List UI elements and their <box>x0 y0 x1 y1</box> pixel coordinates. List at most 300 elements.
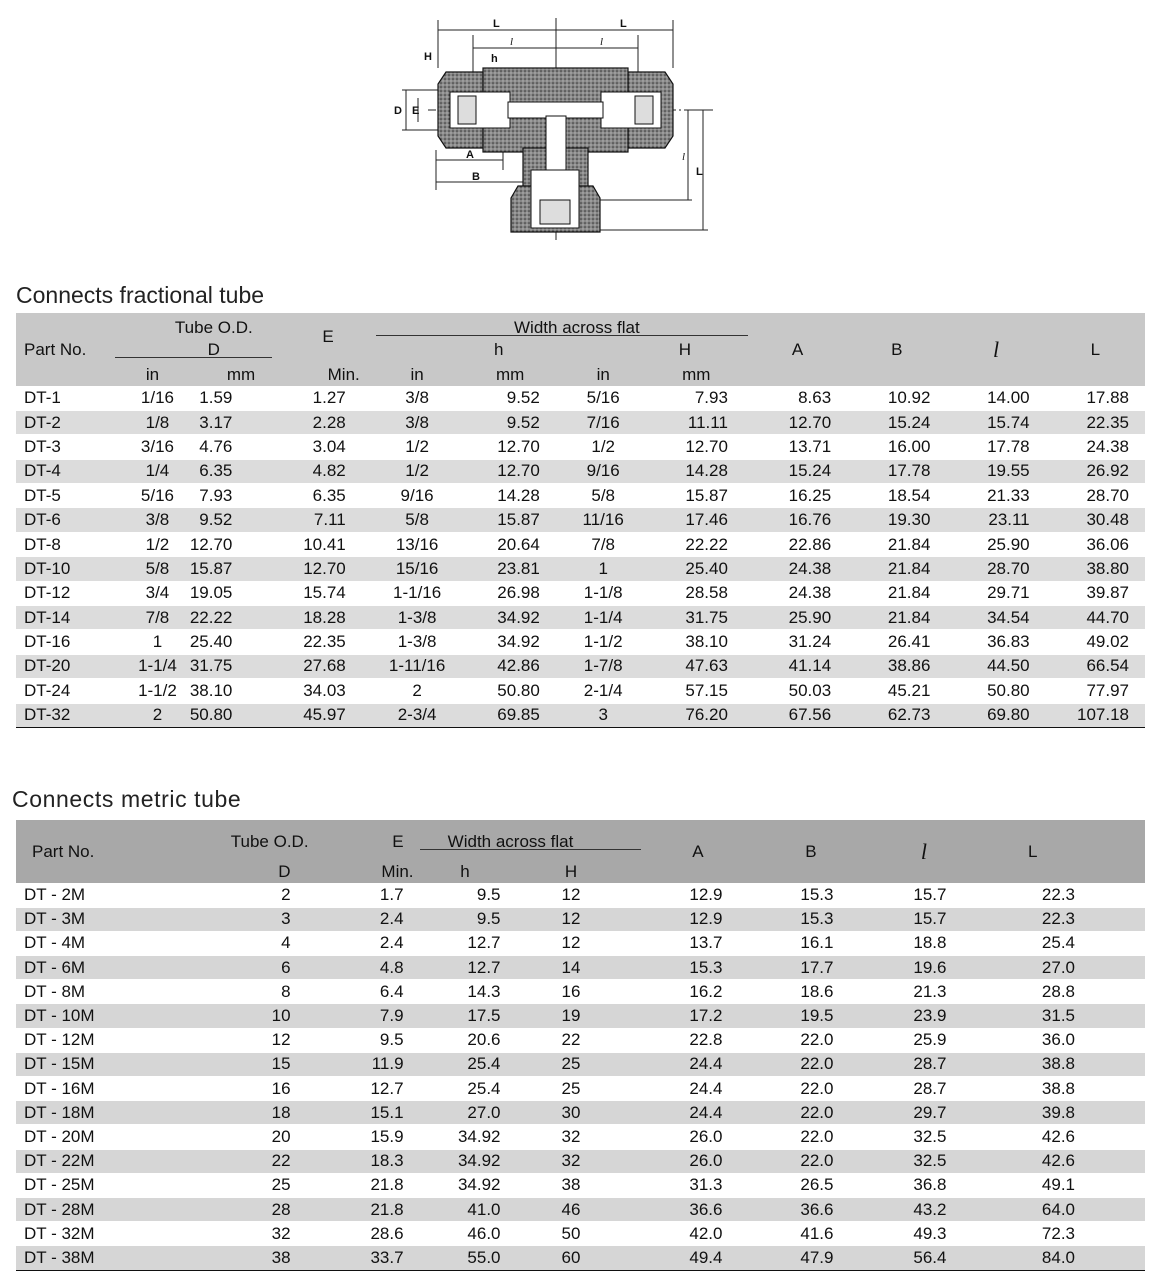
table-cell: 19.05 <box>190 581 273 605</box>
table-cell: 107.18 <box>1046 703 1145 727</box>
table-cell: 22.0 <box>754 1077 867 1101</box>
table-cell: DT-24 <box>16 679 115 703</box>
table-cell: 21.84 <box>847 532 946 556</box>
table-cell: 15.3 <box>754 883 867 907</box>
table-cell: DT-10 <box>16 557 115 581</box>
table-cell: 15.24 <box>748 459 847 483</box>
table-cell: 42.6 <box>980 1125 1145 1149</box>
diagram-label-l-right: l <box>600 36 604 48</box>
table-cell: 21.84 <box>847 557 946 581</box>
fractional-section-title: Connects fractional tube <box>16 282 265 308</box>
table-cell: 4.76 <box>190 435 273 459</box>
table-row <box>16 703 1145 727</box>
table-cell: 22.35 <box>1046 410 1145 434</box>
table-cell: 25 <box>198 1173 309 1197</box>
table-cell: 26.0 <box>641 1149 754 1173</box>
table-row <box>16 1077 1145 1101</box>
table-cell: 76.20 <box>645 703 748 727</box>
table-cell: 7.9 <box>309 1004 420 1028</box>
table-cell: 50.80 <box>458 679 561 703</box>
col-h-in: in <box>376 360 459 386</box>
table-cell: 15/16 <box>376 557 459 581</box>
table-cell: 25.90 <box>748 606 847 630</box>
table-cell: 22.22 <box>645 532 748 556</box>
table-cell: 46.0 <box>420 1222 531 1246</box>
table-cell: 9.5 <box>420 907 531 931</box>
diagram-label-L-left: L <box>493 18 500 30</box>
table-cell: 25.4 <box>980 931 1145 955</box>
table-cell: 12 <box>531 931 642 955</box>
table-cell: 56.4 <box>867 1246 980 1270</box>
table-cell: 24.4 <box>641 1052 754 1076</box>
table-cell: 28.58 <box>645 581 748 605</box>
table-cell: 41.6 <box>754 1222 867 1246</box>
table-row <box>16 508 1145 532</box>
table-cell: 25.90 <box>946 532 1045 556</box>
table-cell: 31.24 <box>748 630 847 654</box>
table-cell: 3 <box>562 703 645 727</box>
table-cell: 3/4 <box>115 581 189 605</box>
table-cell: 24.38 <box>1046 435 1145 459</box>
col-b: B <box>847 313 946 386</box>
col-part-no: Part No. <box>16 313 115 386</box>
table-cell: 18.8 <box>867 931 980 955</box>
table-cell: 3.04 <box>272 435 375 459</box>
table-cell: 12.70 <box>748 410 847 434</box>
table-cell: 7.93 <box>190 484 273 508</box>
table-cell: 38.8 <box>980 1077 1145 1101</box>
table-cell: 22.86 <box>748 532 847 556</box>
table-cell: 1/8 <box>115 410 189 434</box>
table-cell: 6 <box>198 956 309 980</box>
table-cell: 26.41 <box>847 630 946 654</box>
table-cell: 9.52 <box>458 410 561 434</box>
table-cell: 23.11 <box>946 508 1045 532</box>
table-row <box>16 386 1145 410</box>
table-cell: DT-16 <box>16 630 115 654</box>
col-hh-mm: mm <box>645 360 748 386</box>
table-row <box>16 484 1145 508</box>
table-cell: 47.9 <box>754 1246 867 1270</box>
table-cell: 44.70 <box>1046 606 1145 630</box>
diagram-label-B: B <box>472 171 480 183</box>
table-cell: 34.03 <box>272 679 375 703</box>
diagram-label-D: D <box>394 105 402 117</box>
table-cell: 32 <box>531 1125 642 1149</box>
table-cell: DT - 28M <box>16 1197 198 1221</box>
table-cell: 38.8 <box>980 1052 1145 1076</box>
table-cell: 8.63 <box>748 386 847 410</box>
table-cell: 25.4 <box>420 1052 531 1076</box>
metric-col-l-large: L <box>980 820 1145 883</box>
col-l-large: L <box>1046 313 1145 386</box>
table-cell: DT - 25M <box>16 1173 198 1197</box>
table-cell: 3/16 <box>115 435 189 459</box>
table-cell: 12 <box>198 1028 309 1052</box>
table-cell: 23.81 <box>458 557 561 581</box>
table-cell: 15.24 <box>847 410 946 434</box>
table-cell: 38.10 <box>190 679 273 703</box>
table-cell: DT - 38M <box>16 1246 198 1270</box>
table-cell: 67.56 <box>748 703 847 727</box>
table-cell: DT - 3M <box>16 907 198 931</box>
diagram-label-h: h <box>491 53 498 65</box>
table-cell: 22.0 <box>754 1125 867 1149</box>
diagram-label-E: E <box>412 105 420 117</box>
table-cell: 1-1/2 <box>115 679 189 703</box>
table-row <box>16 1173 1145 1197</box>
table-cell: 3.17 <box>190 410 273 434</box>
table-cell: 10.92 <box>847 386 946 410</box>
table-cell: 22.3 <box>980 907 1145 931</box>
table-cell: DT - 18M <box>16 1101 198 1125</box>
table-cell: 31.75 <box>645 606 748 630</box>
table-cell: 5/8 <box>562 484 645 508</box>
table-cell: 17.2 <box>641 1004 754 1028</box>
table-cell: 14.00 <box>946 386 1045 410</box>
table-cell: DT-14 <box>16 606 115 630</box>
table-cell: 15.3 <box>641 956 754 980</box>
table-cell: 12.9 <box>641 883 754 907</box>
table-cell: 1/16 <box>115 386 189 410</box>
table-cell: 2-3/4 <box>376 703 459 727</box>
table-cell: 3/8 <box>376 386 459 410</box>
table-cell: 34.92 <box>420 1149 531 1173</box>
table-cell: 29.71 <box>946 581 1045 605</box>
table-cell: 28.7 <box>867 1077 980 1101</box>
diagram-label-L-right: L <box>620 18 627 30</box>
table-cell: 5/16 <box>115 484 189 508</box>
table-cell: 14.3 <box>420 980 531 1004</box>
table-row <box>16 532 1145 556</box>
table-row <box>16 1125 1145 1149</box>
table-row <box>16 1052 1145 1076</box>
table-cell: 1-1/4 <box>115 654 189 678</box>
table-row <box>16 1004 1145 1028</box>
table-cell: 17.88 <box>1046 386 1145 410</box>
table-cell: 6.35 <box>272 484 375 508</box>
table-cell: 2 <box>198 883 309 907</box>
table-cell: 12.70 <box>645 435 748 459</box>
table-cell: 14.28 <box>458 484 561 508</box>
metric-col-part-no: Part No. <box>16 820 198 883</box>
table-cell: 7/8 <box>115 606 189 630</box>
table-cell: 13/16 <box>376 532 459 556</box>
table-cell: 2 <box>115 703 189 727</box>
table-cell: 28.8 <box>980 980 1145 1004</box>
table-cell: 32 <box>198 1222 309 1246</box>
table-cell: 72.3 <box>980 1222 1145 1246</box>
diagram-label-l-left: l <box>510 36 514 48</box>
table-cell: 36.6 <box>641 1197 754 1221</box>
col-h-mm: mm <box>458 360 561 386</box>
table-cell: 26.98 <box>458 581 561 605</box>
table-cell: 17.78 <box>847 459 946 483</box>
table-cell: DT - 15M <box>16 1052 198 1076</box>
table-cell: 7.11 <box>272 508 375 532</box>
table-cell: 1-7/8 <box>562 654 645 678</box>
table-cell: DT-6 <box>16 508 115 532</box>
table-cell: 46 <box>531 1197 642 1221</box>
table-cell: 18.6 <box>754 980 867 1004</box>
table-cell: 1-1/2 <box>562 630 645 654</box>
table-cell: 24.38 <box>748 557 847 581</box>
table-cell: 12.7 <box>309 1077 420 1101</box>
table-cell: 9/16 <box>376 484 459 508</box>
table-cell: DT - 6M <box>16 956 198 980</box>
table-cell: 22.0 <box>754 1149 867 1173</box>
table-cell: 12.7 <box>420 931 531 955</box>
header-row <box>16 313 1145 338</box>
table-cell: 22.22 <box>190 606 273 630</box>
table-cell: 9/16 <box>562 459 645 483</box>
table-cell: 15.87 <box>190 557 273 581</box>
table-cell: 24.4 <box>641 1077 754 1101</box>
table-cell: 30.48 <box>1046 508 1145 532</box>
table-cell: 50 <box>531 1222 642 1246</box>
table-cell: 21.3 <box>867 980 980 1004</box>
table-cell: 50.03 <box>748 679 847 703</box>
table-cell: 69.80 <box>946 703 1045 727</box>
table-cell: 34.92 <box>420 1125 531 1149</box>
table-cell: 34.92 <box>420 1173 531 1197</box>
table-cell: 49.02 <box>1046 630 1145 654</box>
table-cell: 38.80 <box>1046 557 1145 581</box>
table-cell: 1/2 <box>115 532 189 556</box>
table-row <box>16 1222 1145 1246</box>
table-cell: 4 <box>198 931 309 955</box>
table-cell: 13.71 <box>748 435 847 459</box>
table-row <box>16 630 1145 654</box>
table-cell: 1-3/8 <box>376 606 459 630</box>
table-cell: 22.8 <box>641 1028 754 1052</box>
table-row <box>16 557 1145 581</box>
table-cell: 16.00 <box>847 435 946 459</box>
table-cell: 22 <box>531 1028 642 1052</box>
table-cell: 66.54 <box>1046 654 1145 678</box>
table-cell: 42.0 <box>641 1222 754 1246</box>
table-cell: DT-12 <box>16 581 115 605</box>
table-cell: 5/8 <box>376 508 459 532</box>
metric-col-a: A <box>641 820 754 883</box>
table-cell: 21.84 <box>847 581 946 605</box>
table-cell: 3/8 <box>115 508 189 532</box>
table-row <box>16 435 1145 459</box>
table-cell: 1.27 <box>272 386 375 410</box>
col-tube-od: Tube O.D. <box>115 313 272 338</box>
table-cell: 1-1/16 <box>376 581 459 605</box>
table-cell: 43.2 <box>867 1197 980 1221</box>
table-cell: 24.38 <box>748 581 847 605</box>
table-row <box>16 654 1145 678</box>
table-cell: 24.4 <box>641 1101 754 1125</box>
table-cell: 1/2 <box>562 435 645 459</box>
metric-col-h-large: H <box>531 852 642 883</box>
table-cell: 18.3 <box>309 1149 420 1173</box>
table-cell: 12.70 <box>190 532 273 556</box>
table-cell: 15.7 <box>867 883 980 907</box>
table-row <box>16 907 1145 931</box>
table-cell: 39.8 <box>980 1101 1145 1125</box>
table-cell: 22.0 <box>754 1052 867 1076</box>
table-cell: 29.7 <box>867 1101 980 1125</box>
table-cell: DT-4 <box>16 459 115 483</box>
table-cell: 30 <box>531 1101 642 1125</box>
table-cell: 15.87 <box>645 484 748 508</box>
table-cell: 9.5 <box>420 883 531 907</box>
table-cell: 9.52 <box>458 386 561 410</box>
table-cell: 42.6 <box>980 1149 1145 1173</box>
metric-col-e: E <box>309 820 420 852</box>
table-cell: 9.5 <box>309 1028 420 1052</box>
table-cell: 11/16 <box>562 508 645 532</box>
table-cell: 49.3 <box>867 1222 980 1246</box>
table-cell: 36.8 <box>867 1173 980 1197</box>
table-cell: 34.54 <box>946 606 1045 630</box>
table-cell: 26.5 <box>754 1173 867 1197</box>
table-cell: 25 <box>531 1077 642 1101</box>
table-cell: 22.0 <box>754 1028 867 1052</box>
table-cell: 25.9 <box>867 1028 980 1052</box>
table-cell: 32.5 <box>867 1149 980 1173</box>
table-cell: 3/8 <box>376 410 459 434</box>
table-cell: 47.63 <box>645 654 748 678</box>
table-cell: 31.75 <box>190 654 273 678</box>
table-cell: 26.0 <box>641 1125 754 1149</box>
table-cell: 18.28 <box>272 606 375 630</box>
table-row <box>16 931 1145 955</box>
table-cell: 22.3 <box>980 883 1145 907</box>
table-cell: DT-2 <box>16 410 115 434</box>
table-cell: 28.6 <box>309 1222 420 1246</box>
table-cell: 45.97 <box>272 703 375 727</box>
table-cell: 1.59 <box>190 386 273 410</box>
table-cell: 15.9 <box>309 1125 420 1149</box>
table-cell: 1.7 <box>309 883 420 907</box>
table-cell: 2.28 <box>272 410 375 434</box>
table-cell: 15.74 <box>946 410 1045 434</box>
table-cell: 8 <box>198 980 309 1004</box>
table-cell: 1-11/16 <box>376 654 459 678</box>
table-cell: 15.3 <box>754 907 867 931</box>
table-cell: 84.0 <box>980 1246 1145 1270</box>
table-cell: 16.2 <box>641 980 754 1004</box>
table-cell: 12.9 <box>641 907 754 931</box>
col-a: A <box>748 313 847 386</box>
table-cell: 2.4 <box>309 907 420 931</box>
table-cell: 27.0 <box>980 956 1145 980</box>
table-cell: 41.0 <box>420 1197 531 1221</box>
col-h-large: H <box>562 338 748 360</box>
table-cell: 16 <box>531 980 642 1004</box>
table-cell: 16 <box>198 1077 309 1101</box>
diagram-label-H: H <box>424 51 432 63</box>
table-cell: 25 <box>531 1052 642 1076</box>
table-cell: DT - 12M <box>16 1028 198 1052</box>
table-cell: 15 <box>198 1052 309 1076</box>
table-cell: 2-1/4 <box>562 679 645 703</box>
table-cell: 36.06 <box>1046 532 1145 556</box>
table-cell: 41.14 <box>748 654 847 678</box>
table-cell: DT-8 <box>16 532 115 556</box>
table-cell: 17.78 <box>946 435 1045 459</box>
table-cell: 5/16 <box>562 386 645 410</box>
metric-col-b: B <box>754 820 867 883</box>
table-cell: 18 <box>198 1101 309 1125</box>
col-hh-in: in <box>562 360 645 386</box>
table-cell: 38.10 <box>645 630 748 654</box>
table-cell: 49.1 <box>980 1173 1145 1197</box>
table-cell: 17.46 <box>645 508 748 532</box>
table-cell: DT-32 <box>16 703 115 727</box>
table-cell: 21.8 <box>309 1197 420 1221</box>
table-cell: 14.28 <box>645 459 748 483</box>
union-tee-diagram <box>388 10 728 246</box>
table-cell: 5/8 <box>115 557 189 581</box>
col-tube-od-sym: D <box>115 338 272 360</box>
col-e-min: Min. <box>272 360 375 386</box>
table-cell: 21.84 <box>847 606 946 630</box>
table-cell: DT-1 <box>16 386 115 410</box>
table-cell: 1-3/8 <box>376 630 459 654</box>
table-cell: 20.64 <box>458 532 561 556</box>
table-cell: DT - 20M <box>16 1125 198 1149</box>
table-cell: 64.0 <box>980 1197 1145 1221</box>
table-cell: 12.70 <box>458 435 561 459</box>
table-cell: 28.70 <box>946 557 1045 581</box>
table-cell: 7.93 <box>645 386 748 410</box>
table-cell: 69.85 <box>458 703 561 727</box>
table-cell: 22 <box>198 1149 309 1173</box>
table-cell: 16.25 <box>748 484 847 508</box>
table-cell: 27.0 <box>420 1101 531 1125</box>
table-cell: 19.55 <box>946 459 1045 483</box>
table-row <box>16 980 1145 1004</box>
table-row <box>16 1149 1145 1173</box>
table-cell: 9.52 <box>190 508 273 532</box>
table-cell: DT - 16M <box>16 1077 198 1101</box>
table-cell: 32 <box>531 1149 642 1173</box>
table-cell: 21.33 <box>946 484 1045 508</box>
table-row <box>16 459 1145 483</box>
table-cell: 6.35 <box>190 459 273 483</box>
table-cell: 10.41 <box>272 532 375 556</box>
table-row <box>16 606 1145 630</box>
metric-col-tube-od: Tube O.D. <box>198 820 309 852</box>
table-cell: 39.87 <box>1046 581 1145 605</box>
table-cell: 50.80 <box>190 703 273 727</box>
table-cell: DT - 22M <box>16 1149 198 1173</box>
table-cell: 34.92 <box>458 630 561 654</box>
table-cell: 38.86 <box>847 654 946 678</box>
table-cell: 42.86 <box>458 654 561 678</box>
table-cell: 34.92 <box>458 606 561 630</box>
table-row <box>16 1028 1145 1052</box>
table-cell: 27.68 <box>272 654 375 678</box>
table-cell: 16.1 <box>754 931 867 955</box>
table-row <box>16 956 1145 980</box>
table-cell: 31.5 <box>980 1004 1145 1028</box>
table-cell: 3 <box>198 907 309 931</box>
metric-col-e-min: Min. <box>309 852 420 883</box>
table-cell: DT - 32M <box>16 1222 198 1246</box>
table-cell: 23.9 <box>867 1004 980 1028</box>
diagram-label-l-vertical: l <box>682 151 686 163</box>
table-cell: 17.5 <box>420 1004 531 1028</box>
table-cell: 25.40 <box>190 630 273 654</box>
table-cell: 12 <box>531 907 642 931</box>
table-cell: 1/2 <box>376 459 459 483</box>
